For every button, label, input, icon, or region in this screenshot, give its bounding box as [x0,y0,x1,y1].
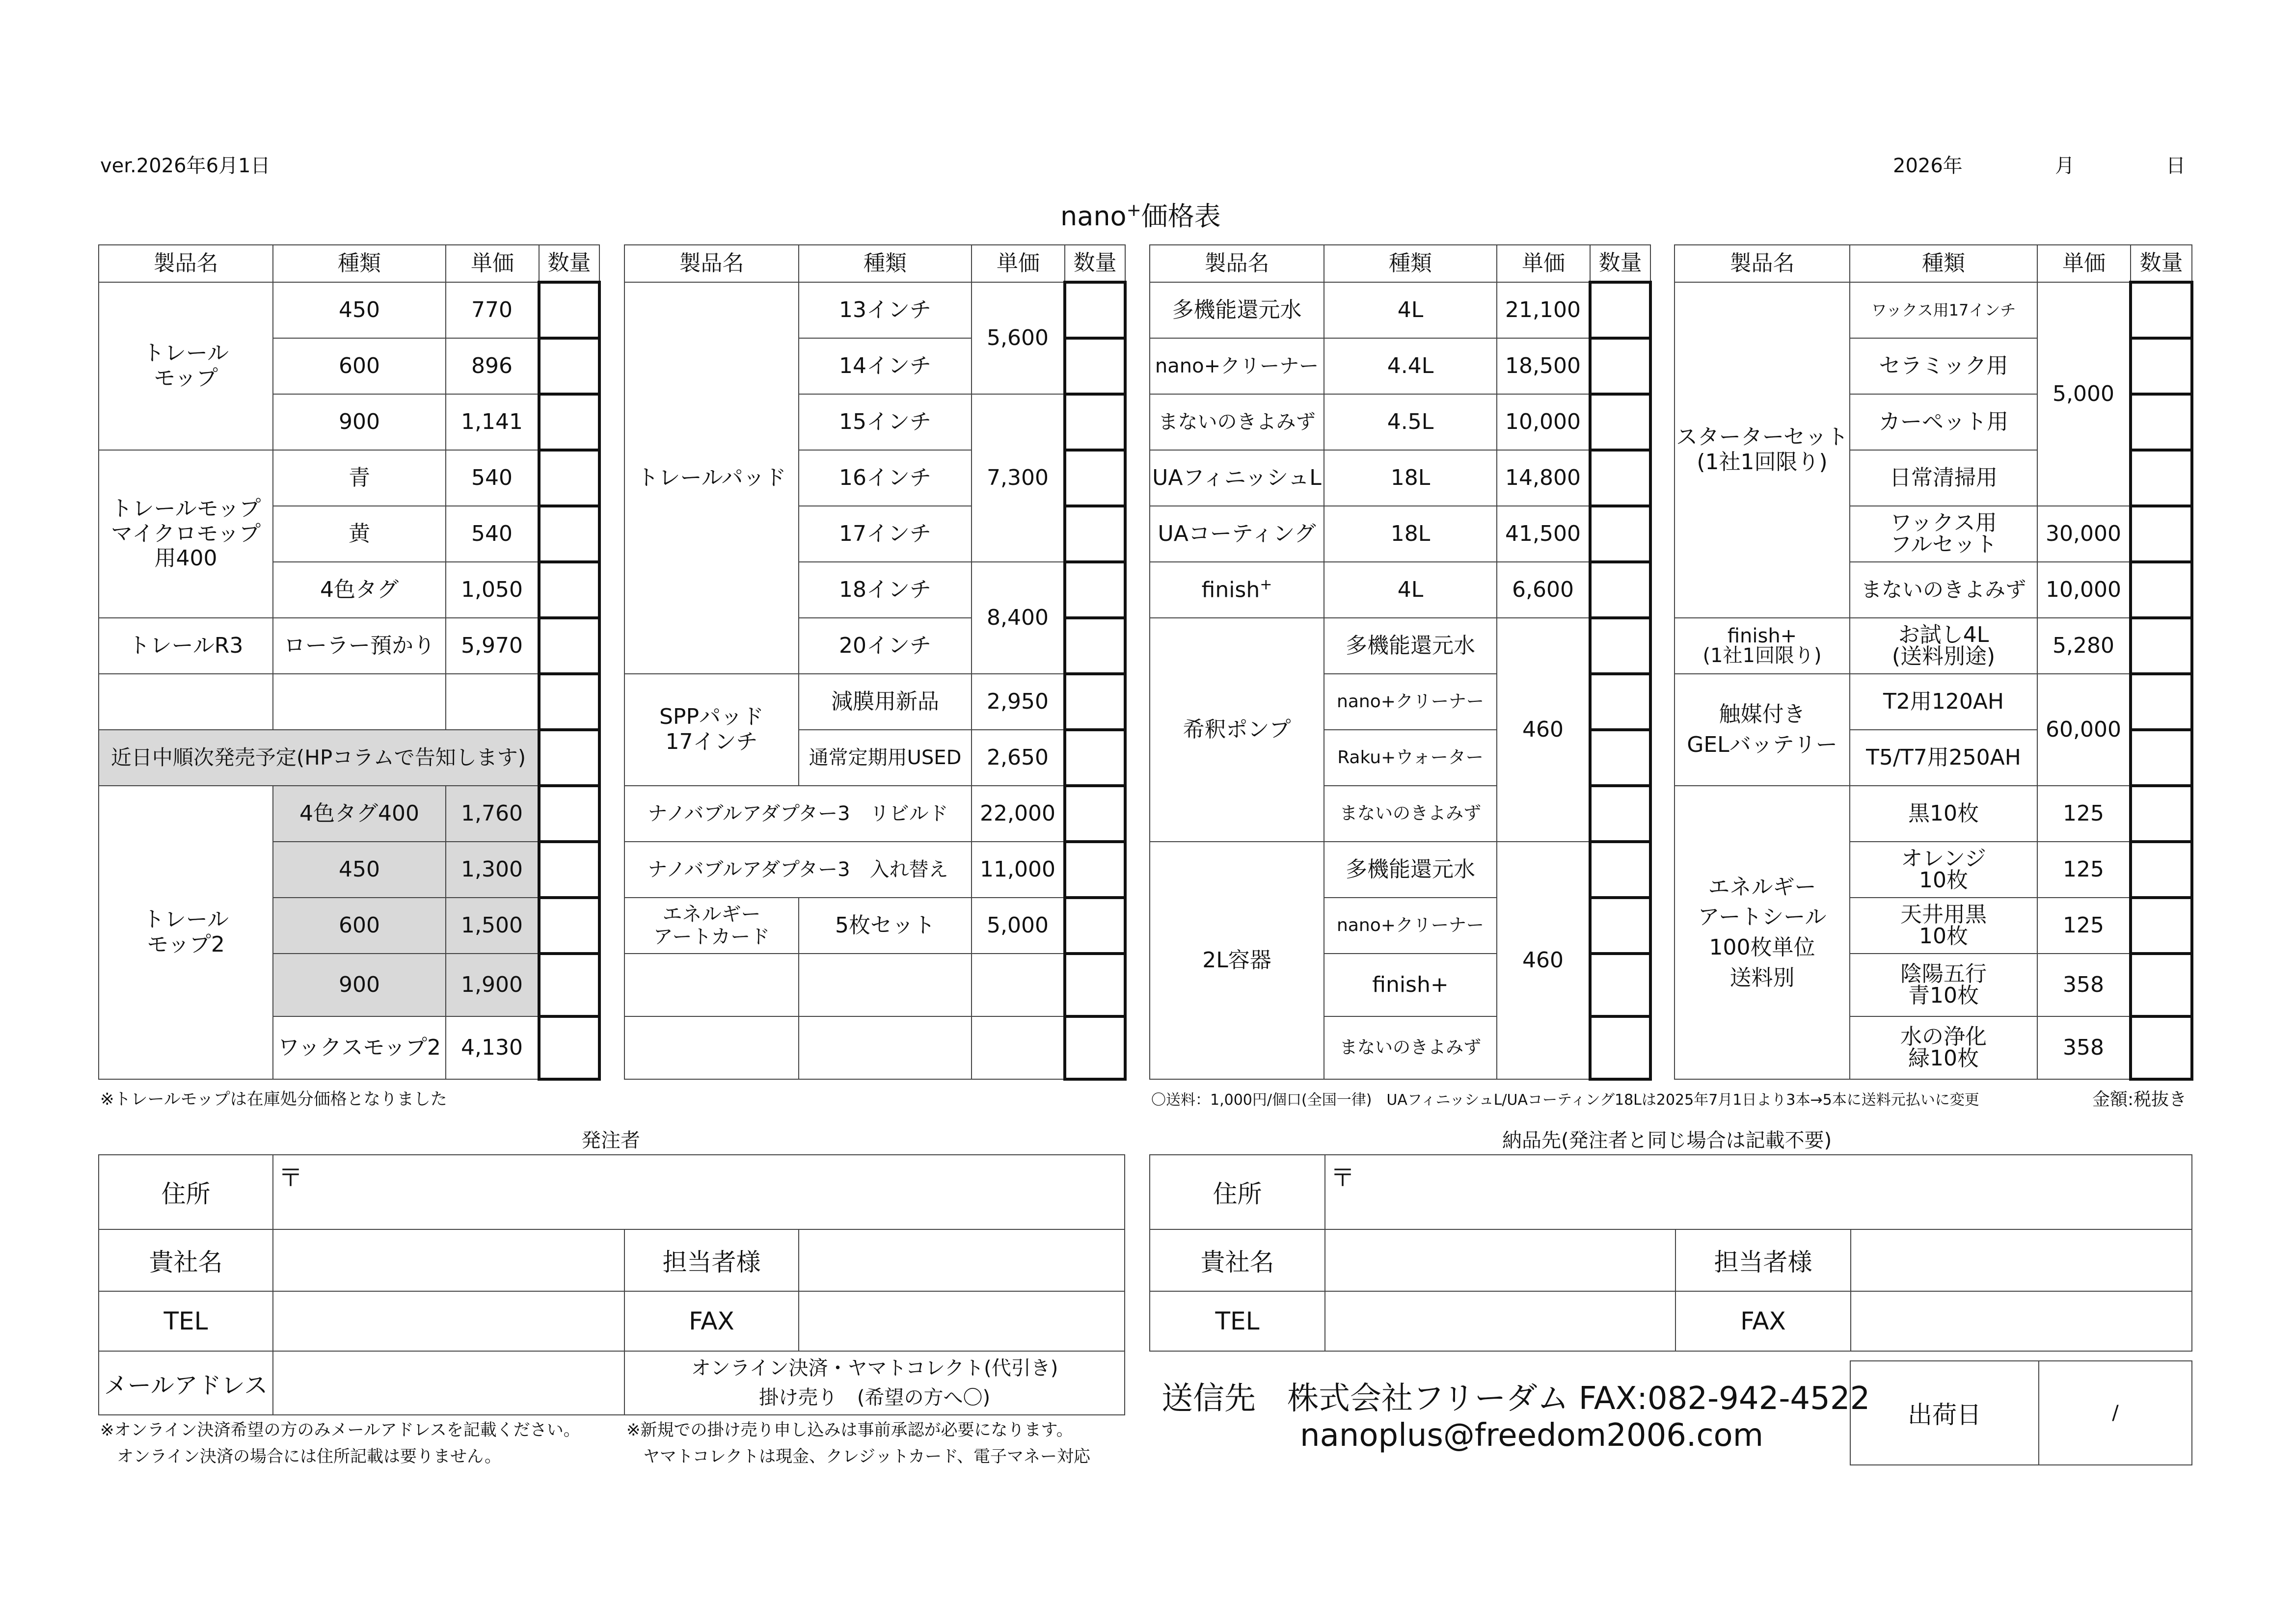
qty-input[interactable] [1065,842,1125,898]
header-product: 製品名 [99,245,273,282]
empty-cell [972,1016,1065,1079]
qty-input[interactable] [2131,450,2192,506]
price-cell: 5,600 [972,282,1065,394]
orderer-title: 発注者 [581,1129,640,1152]
shipping-note: 〇送料：1,000円/個口(全国一律) UAフィニッシュL/UAコーティング18Lは2025年7月1日より3本→5本に送料元払いに変更 [1151,1091,1979,1109]
type-cell: 4L [1324,562,1497,618]
type-cell: ローラー預かり [273,618,446,674]
price-cell: 18,500 [1497,338,1590,394]
price-cell: 1,050 [446,562,539,618]
qty-input[interactable] [1590,282,1650,338]
type-cell: 18L [1324,450,1497,506]
delivery-title: 納品先(発注者と同じ場合は記載不要) [1502,1129,1832,1152]
delivery-form [1149,1154,2192,1352]
price-cell: 540 [446,506,539,562]
type-cell: 黄 [273,506,446,562]
qty-input[interactable] [539,898,599,954]
price-cell: 896 [446,338,539,394]
type-cell: ワックスモップ2 [273,1016,446,1079]
qty-input[interactable] [539,394,599,450]
postal-mark: 〒 [1330,1164,1355,1192]
header-qty: 数量 [539,245,599,282]
qty-input[interactable] [2131,954,2192,1016]
qty-input[interactable] [2131,618,2192,674]
type-cell: ワックス用17インチ [1850,282,2037,338]
qty-input[interactable] [539,730,599,786]
type-cell: 20インチ [799,618,972,674]
price-cell: 358 [2037,1016,2131,1079]
type-cell: カーペット用 [1850,394,2037,450]
ship-date-box [1850,1360,2192,1465]
payment-option-credit: 掛け売り (希望の方へ〇) [758,1386,991,1409]
product-nanobubble-replace: ナノバブルアダプター3 入れ替え [624,842,972,898]
price-cell: 11,000 [972,842,1065,898]
type-cell: 13インチ [799,282,972,338]
qty-input[interactable] [1065,282,1125,338]
type-cell: 黒10枚 [1850,786,2037,842]
type-cell: 5枚セット [799,898,972,954]
price-cell: 14,800 [1497,450,1590,506]
fax-field[interactable] [799,1291,1125,1351]
address-field[interactable] [273,1155,1125,1229]
orderer-form [98,1154,1125,1415]
price-cell: 60,000 [2037,674,2131,786]
type-cell: ワックス用 フルセット [1850,506,2037,562]
header-price: 単価 [2037,245,2131,282]
qty-input[interactable] [1065,618,1125,674]
empty-cell [799,954,972,1016]
upcoming-banner: 近日中順次発売予定(HPコラムで告知します) [99,730,539,786]
header-qty: 数量 [1590,245,1650,282]
type-cell: 600 [273,898,446,954]
tel-field[interactable] [273,1291,624,1351]
company-label: 貴社名 [99,1229,273,1291]
product-ua-coating: UAコーティング [1150,506,1324,562]
payment-option-online: オンライン決済・ヤマトコレクト(代引き) [691,1357,1058,1380]
price-cell: 22,000 [972,786,1065,842]
product-nano-cleaner: nano+クリーナー [1150,338,1324,394]
qty-input[interactable] [1590,338,1650,394]
product-spp-pad: SPPパッド 17インチ [624,674,799,786]
product-r3: トレールR3 [99,618,273,674]
price-cell: 7,300 [972,394,1065,562]
price-cell: 460 [1497,618,1590,842]
price-cell: 5,280 [2037,618,2131,674]
header-product: 製品名 [624,245,799,282]
qty-input[interactable] [1065,730,1125,786]
header-type: 種類 [799,245,972,282]
qty-input[interactable] [1065,450,1125,506]
tel-label: TEL [99,1291,273,1351]
type-cell: 陰陽五行 青10枚 [1850,954,2037,1016]
qty-input[interactable] [2131,506,2192,562]
header-type: 種類 [273,245,446,282]
type-cell: お試し4L (送料別途) [1850,618,2037,674]
price-cell: 6,600 [1497,562,1590,618]
product-trail-mop-2: トレール モップ2 [99,786,273,1079]
qty-input[interactable] [539,338,599,394]
type-cell: 多機能還元水 [1324,842,1497,898]
company-field[interactable] [273,1229,624,1291]
qty-input[interactable] [2131,562,2192,618]
date-day: 日 [2166,155,2186,177]
type-cell: 900 [273,954,446,1016]
date-month: 月 [2055,155,2075,177]
price-cell: 460 [1497,842,1590,1079]
qty-input[interactable] [1590,954,1650,1016]
qty-input[interactable] [2131,842,2192,898]
qty-input[interactable] [2131,674,2192,730]
qty-input[interactable] [2131,898,2192,954]
delivery-fax-label: FAX [1675,1291,1851,1351]
product-finish-trial: finish+ (1社1回限り) [1675,618,1850,674]
qty-input[interactable] [1590,562,1650,618]
price-cell: 125 [2037,842,2131,898]
type-cell: 14インチ [799,338,972,394]
qty-input[interactable] [1065,394,1125,450]
type-cell: 4色タグ [273,562,446,618]
price-cell: 10,000 [1497,394,1590,450]
type-cell: 18L [1324,506,1497,562]
email-note-2: オンライン決済の場合には住所記載は要りません。 [100,1447,502,1466]
type-cell: nano+クリーナー [1324,674,1497,730]
price-cell: 125 [2037,786,2131,842]
delivery-company-label: 貴社名 [1150,1229,1325,1291]
qty-input[interactable] [1590,842,1650,898]
qty-input[interactable] [539,450,599,506]
date-year: 2026年 [1893,155,1963,177]
qty-input[interactable] [2131,1016,2192,1079]
product-manai: まないのきよみず [1150,394,1324,450]
type-cell: まないのきよみず [1324,786,1497,842]
type-cell: Raku+ウォーター [1324,730,1497,786]
header-qty: 数量 [1065,245,1125,282]
delivery-address-field[interactable] [1325,1155,2192,1229]
qty-input[interactable] [1065,506,1125,562]
type-cell: 4色タグ400 [273,786,446,842]
header-type: 種類 [1324,245,1497,282]
delivery-person-label: 担当者様 [1675,1229,1851,1291]
email-label: メールアドレス [99,1351,273,1415]
qty-input[interactable] [1065,674,1125,730]
price-cell: 21,100 [1497,282,1590,338]
type-cell: 天井用黒 10枚 [1850,898,2037,954]
price-cell: 4,130 [446,1016,539,1079]
price-cell: 1,300 [446,842,539,898]
price-table-3 [1149,244,1652,1081]
price-table-2 [624,244,1127,1081]
header-price: 単価 [1497,245,1590,282]
delivery-fax-field[interactable] [1851,1291,2192,1351]
product-trail-pad: トレールパッド [624,282,799,674]
page-title: nano+価格表 [1060,200,1221,232]
qty-input[interactable] [539,786,599,842]
price-cell: 358 [2037,954,2131,1016]
price-cell: 1,900 [446,954,539,1016]
type-cell: セラミック用 [1850,338,2037,394]
stock-clearance-note: ※トレールモップは在庫処分価格となりました [100,1090,447,1109]
qty-input[interactable] [1590,450,1650,506]
qty-input[interactable] [539,618,599,674]
email-field[interactable] [273,1351,624,1415]
empty-cell [99,674,273,730]
qty-input[interactable] [2131,282,2192,338]
delivery-address-label: 住所 [1150,1155,1325,1229]
empty-cell [273,674,446,730]
type-cell: まないのきよみず [1324,1016,1497,1079]
qty-input[interactable] [1590,674,1650,730]
price-cell: 10,000 [2037,562,2131,618]
qty-input[interactable] [2131,730,2192,786]
type-cell: 900 [273,394,446,450]
credit-note-1: ※新規での掛け売り申し込みは事前承認が必要になります。 [626,1420,1073,1440]
send-to-email[interactable]: nanoplus@freedom2006.com [1300,1417,1764,1454]
qty-input[interactable] [539,842,599,898]
price-cell: 125 [2037,898,2131,954]
version-label: ver.2026年6月1日 [100,155,270,177]
qty-input[interactable] [1590,618,1650,674]
qty-input[interactable] [539,1016,599,1079]
delivery-person-field[interactable] [1851,1229,2192,1291]
ship-date-label: 出荷日 [1850,1361,2039,1465]
type-cell: 600 [273,338,446,394]
qty-input[interactable] [1590,506,1650,562]
ship-date-field[interactable]: / [2039,1361,2192,1465]
qty-input[interactable] [539,562,599,618]
qty-input[interactable] [1590,898,1650,954]
price-cell: 1,141 [446,394,539,450]
type-cell: 15インチ [799,394,972,450]
header-type: 種類 [1850,245,2037,282]
empty-cell [624,1016,799,1079]
credit-note-2: ヤマトコレクトは現金、クレジットカード、電子マネー対応 [643,1447,1091,1466]
qty-input[interactable] [1065,562,1125,618]
price-table-1 [98,244,601,1081]
qty-input[interactable] [2131,394,2192,450]
type-cell: 450 [273,282,446,338]
qty-input[interactable] [1065,1016,1125,1079]
fax-label: FAX [624,1291,799,1351]
product-energy-card: エネルギー アートカード [624,898,799,954]
empty-cell [799,1016,972,1079]
price-cell: 2,950 [972,674,1065,730]
header-price: 単価 [446,245,539,282]
tax-note: 金額:税抜き [2092,1090,2187,1110]
type-cell: 17インチ [799,506,972,562]
product-2l-container: 2L容器 [1150,842,1324,1079]
qty-input[interactable] [1065,786,1125,842]
qty-input[interactable] [1065,898,1125,954]
type-cell: 水の浄化 緑10枚 [1850,1016,2037,1079]
header-price: 単価 [972,245,1065,282]
price-cell: 41,500 [1497,506,1590,562]
empty-cell [972,954,1065,1016]
qty-input[interactable] [1590,394,1650,450]
qty-input[interactable] [1590,730,1650,786]
type-cell: 日常清掃用 [1850,450,2037,506]
price-table-4 [1674,244,2193,1081]
address-label: 住所 [99,1155,273,1229]
type-cell: 450 [273,842,446,898]
product-dilution-pump: 希釈ポンプ [1150,618,1324,842]
type-cell: 減膜用新品 [799,674,972,730]
qty-input[interactable] [539,506,599,562]
empty-cell [446,674,539,730]
type-cell: T5/T7用250AH [1850,730,2037,786]
price-cell: 2,650 [972,730,1065,786]
payment-options[interactable] [624,1351,1125,1415]
type-cell: nano+クリーナー [1324,898,1497,954]
delivery-tel-field[interactable] [1325,1291,1675,1351]
qty-input[interactable] [1065,338,1125,394]
product-starter-set: スターターセット (1社1回限り) [1675,282,1850,618]
qty-input[interactable] [1065,954,1125,1016]
type-cell: 16インチ [799,450,972,506]
price-cell: 1,760 [446,786,539,842]
delivery-company-field[interactable] [1325,1229,1675,1291]
price-cell: 5,970 [446,618,539,674]
product-micro-mop: トレールモップ マイクロモップ 用400 [99,450,273,618]
type-cell: 多機能還元水 [1324,618,1497,674]
price-cell: 770 [446,282,539,338]
type-cell: まないのきよみず [1850,562,2037,618]
product-ua-finish: UAフィニッシュL [1150,450,1324,506]
product-multi-water: 多機能還元水 [1150,282,1324,338]
empty-cell [624,954,799,1016]
product-gel-battery: 触媒付き GELバッテリー [1675,674,1850,786]
header-product: 製品名 [1675,245,1850,282]
type-cell: オレンジ 10枚 [1850,842,2037,898]
person-label: 担当者様 [624,1229,799,1291]
type-cell: 通常定期用USED [799,730,972,786]
type-cell: T2用120AH [1850,674,2037,730]
header-qty: 数量 [2131,245,2192,282]
type-cell: 青 [273,450,446,506]
qty-input[interactable] [539,954,599,1016]
email-note-1: ※オンライン決済希望の方のみメールアドレスを記載ください。 [100,1420,580,1440]
postal-mark: 〒 [278,1164,303,1192]
delivery-tel-label: TEL [1150,1291,1325,1351]
qty-input[interactable] [1590,1016,1650,1079]
price-cell: 30,000 [2037,506,2131,562]
header-product: 製品名 [1150,245,1324,282]
qty-input[interactable] [2131,786,2192,842]
type-cell: 4L [1324,282,1497,338]
type-cell: 18インチ [799,562,972,618]
type-cell: 4.5L [1324,394,1497,450]
product-finish: finish+ [1150,562,1324,618]
product-nanobubble-rebuild: ナノバブルアダプター3 リビルド [624,786,972,842]
qty-input[interactable] [1590,786,1650,842]
qty-input[interactable] [2131,338,2192,394]
qty-input[interactable] [539,282,599,338]
qty-input[interactable] [539,674,599,730]
price-cell: 5,000 [2037,282,2131,506]
person-field[interactable] [799,1229,1125,1291]
product-trail-mop: トレール モップ [99,282,273,450]
price-cell: 540 [446,450,539,506]
type-cell: finish+ [1324,954,1497,1016]
product-energy-seal: エネルギー アートシール 100枚単位 送料別 [1675,786,1850,1079]
price-cell: 1,500 [446,898,539,954]
send-to-fax: 送信先 株式会社フリーダム FAX:082-942-4522 [1162,1381,1870,1417]
price-cell: 8,400 [972,562,1065,674]
type-cell: 4.4L [1324,338,1497,394]
price-cell: 5,000 [972,898,1065,954]
